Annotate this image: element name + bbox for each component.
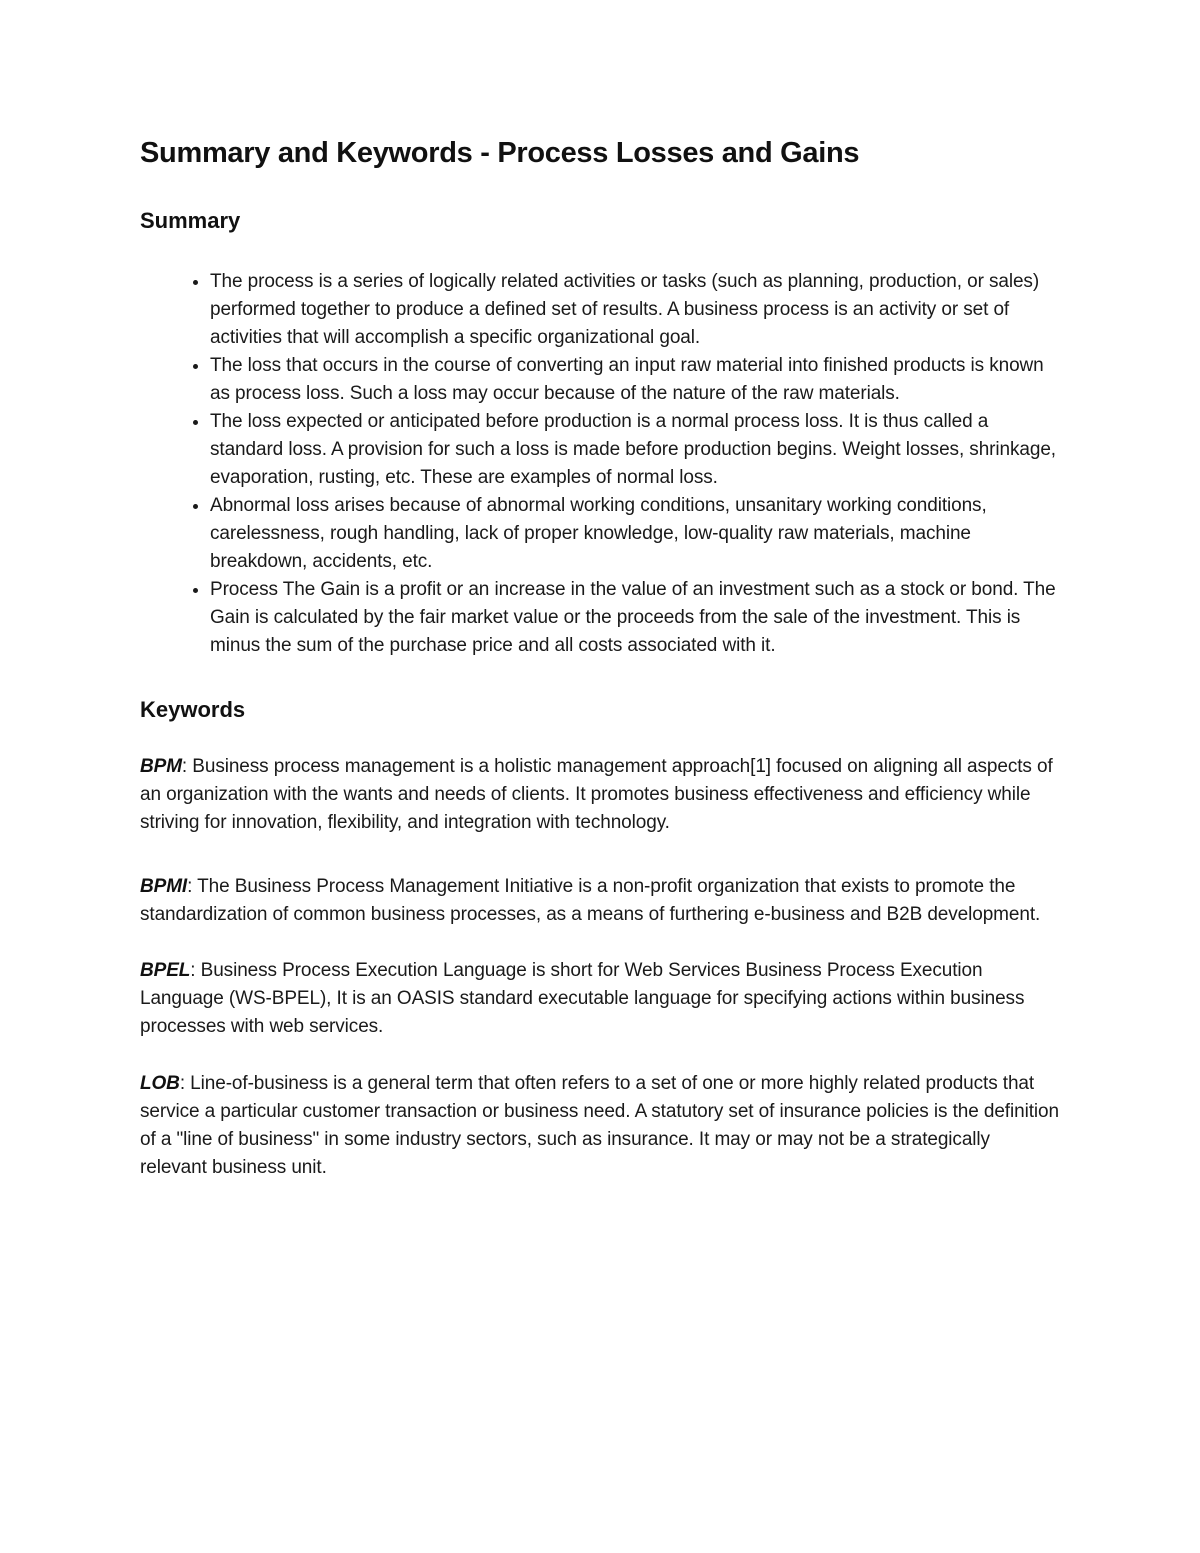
keyword-text-bpmi: : The Business Process Management Initiative is a non-profit organization that exists to promote the standardization of common business processes, as a means of furthering e-business and B2B development. <box>140 876 1041 925</box>
keyword-definition-lob <box>140 1070 1060 1182</box>
keyword-text-bpel: : Business Process Execution Language is short for Web Services Business Process Execution Language (WS-BPEL), It is an OASIS standard executable language for specifying actions within business processes with web services. <box>140 960 1025 1037</box>
summary-bullet-list <box>140 268 1060 660</box>
keyword-definition-bpm <box>140 753 1060 837</box>
summary-bullet-3: • The loss expected or anticipated before production is a normal process loss. It is thus called a standard loss. A provision for such a loss is made before production begins. Weight losses, shrinkage, evaporation, rusting, etc. These are examples of normal loss. <box>210 408 1060 492</box>
keyword-text-lob: : Line-of-business is a general term that often refers to a set of one or more highly related products that service a particular customer transaction or business need. A statutory set of insurance policies is the definition of a "line of business" in some industry sectors, such as insurance. It may or may not be a strategically relevant business unit. <box>140 1073 1059 1178</box>
summary-bullet-5: • Process The Gain is a profit or an increase in the value of an investment such as a stock or bond. The Gain is calculated by the fair market value or the proceeds from the sale of the investment. This is minus the sum of the purchase price and all costs associated with it. <box>210 576 1060 660</box>
keyword-definition-bpmi <box>140 873 1060 929</box>
keywords-heading: Keywords <box>140 697 246 722</box>
keyword-definition-bpel <box>140 957 1060 1041</box>
summary-heading: Summary <box>140 208 241 233</box>
keyword-text-bpm: : Business process management is a holistic management approach[1] focused on aligning all aspects of an organization with the wants and needs of clients. It promotes business effectiveness and efficiency while striving for innovation, flexibility, and integration with technology. <box>140 756 1053 833</box>
page-title: Summary and Keywords - Process Losses and Gains <box>140 137 860 169</box>
summary-bullet-1: • The process is a series of logically related activities or tasks (such as planning, production, or sales) performed together to produce a defined set of results. A business process is an activity or set of activities that will accomplish a specific organizational goal. <box>210 268 1060 352</box>
keyword-term-bpmi: BPMI <box>140 876 188 897</box>
keyword-term-bpm: BPM <box>140 756 182 777</box>
summary-bullet-2: • The loss that occurs in the course of converting an input raw material into finished products is known as process loss. Such a loss may occur because of the nature of the raw materials. <box>210 352 1060 408</box>
summary-bullet-4: • Abnormal loss arises because of abnormal working conditions, unsanitary working conditions, carelessness, rough handling, lack of proper knowledge, low-quality raw materials, machine breakdown, accidents, etc. <box>210 492 1060 576</box>
keyword-term-lob: LOB <box>140 1073 180 1094</box>
keyword-term-bpel: BPEL <box>140 960 191 981</box>
